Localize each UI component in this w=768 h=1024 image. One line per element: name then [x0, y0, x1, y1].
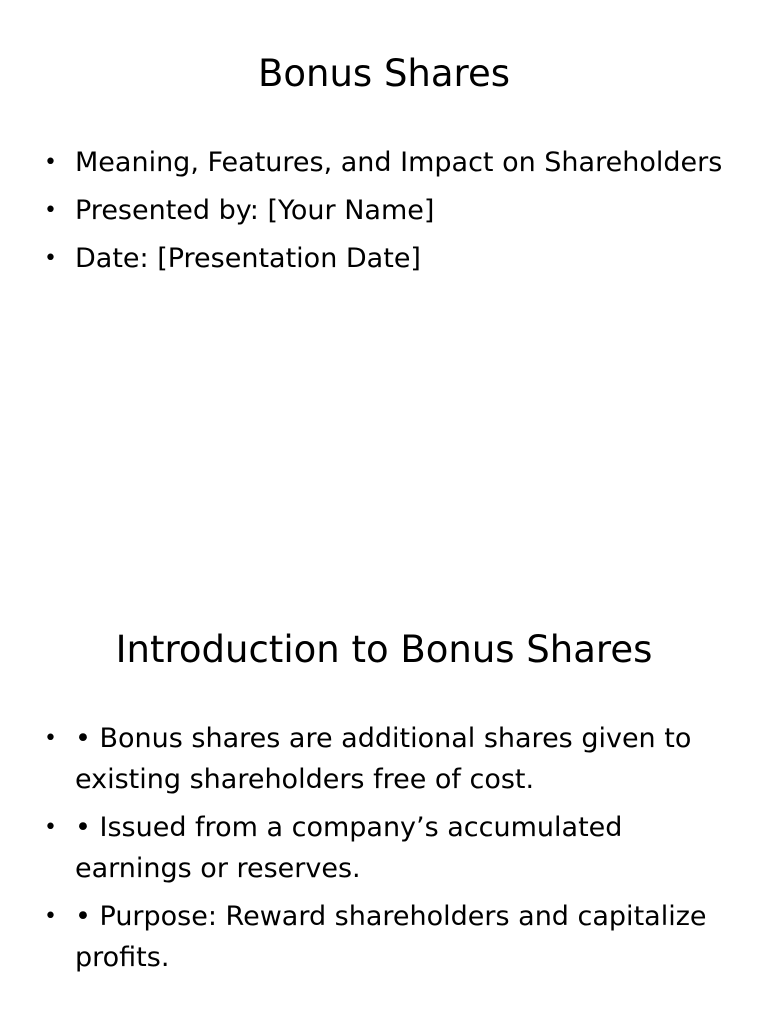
- bullet-marker: •: [44, 198, 57, 223]
- bullet-text: • Issued from a company’s accumulated earnings or reserves.: [75, 812, 623, 884]
- bullet-item: [44, 190, 734, 231]
- bullet-item: [44, 718, 734, 800]
- bullet-item: [44, 238, 734, 279]
- slide-2: [0, 576, 768, 1024]
- bullet-marker: •: [44, 246, 57, 271]
- slide-title: Introduction to Bonus Shares: [115, 628, 653, 671]
- bullet-marker: •: [44, 150, 57, 175]
- bullet-list: [44, 718, 734, 985]
- bullet-text: Presented by: [Your Name]: [75, 195, 435, 226]
- bullet-text: Date: [Presentation Date]: [75, 243, 421, 274]
- bullet-marker: •: [44, 904, 57, 929]
- bullet-marker: •: [44, 815, 57, 840]
- bullet-item: [44, 807, 734, 889]
- bullet-text: • Bonus shares are additional shares given to existing shareholders free of cost.: [75, 723, 692, 795]
- bullet-list: [44, 142, 734, 286]
- bullet-item: [44, 896, 734, 978]
- bullet-text: Meaning, Features, and Impact on Shareholders: [75, 147, 723, 178]
- slide-title: Bonus Shares: [257, 52, 510, 95]
- bullet-text: • Purpose: Reward shareholders and capitalize profits.: [75, 901, 707, 973]
- bullet-item: [44, 142, 734, 183]
- bullet-marker: •: [44, 726, 57, 751]
